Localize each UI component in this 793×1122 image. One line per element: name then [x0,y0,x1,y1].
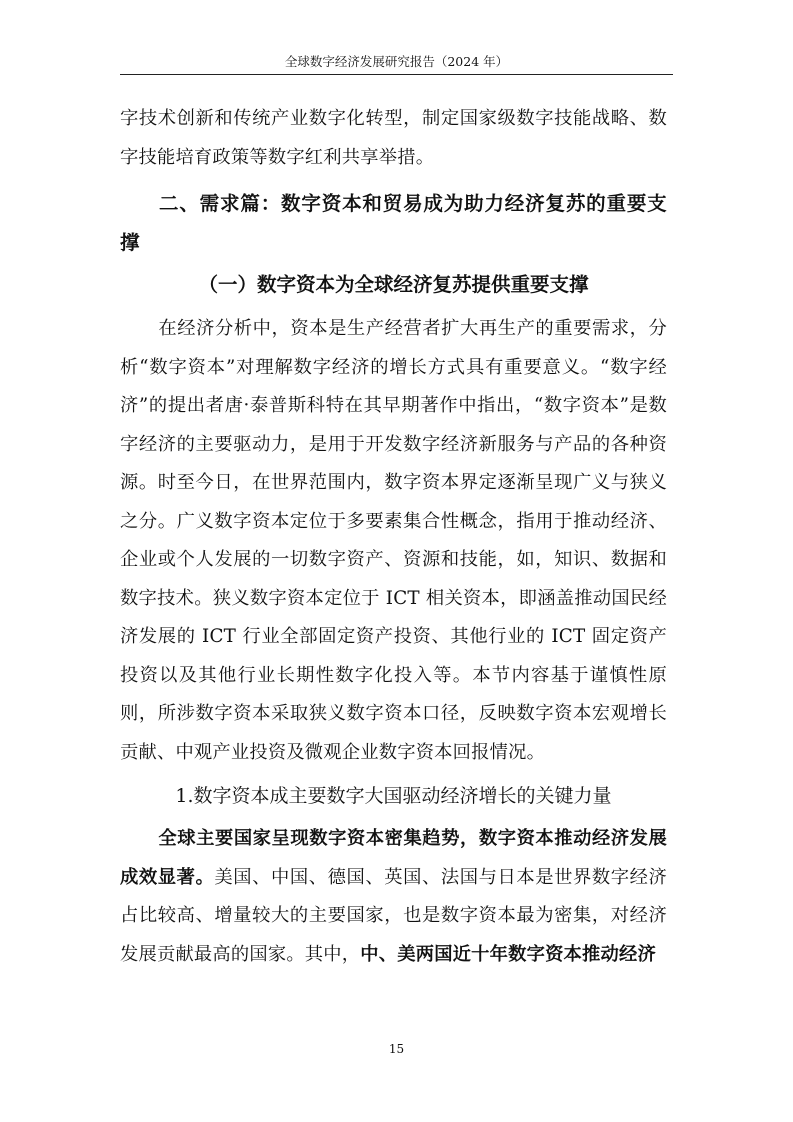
paragraph-body-text: 美国、中国、德国、英国、法国与日本是世界数字经济占比较高、增量较大的主要国家，也是数字资本最为密集，对经济发展贡献最高的国家。其中， [120,866,668,965]
bold-lead-sentence: 全球主要国家呈现数字资本密集趋势，数字资本推动经济发展成效显著。 [120,828,667,888]
paragraph-digital-capital: 在经济分析中，资本是生产经营者扩大再生产的重要需求，分析“数字资本”对理解数字经济的增长方式具有重要意义。“数字经济”的提出者唐·泰普斯科特在其早期著作中指出，“数字资本”是数字经济的主要驱动力，是用于开发数字经济新服务与产品的各种资源。时至今日，在世界范围内，数字资本界定逐渐呈现广义与狭义之分。广义数字资本定位于多要素集合性概念，指用于推动经济、企业或个人发展的一切数字资产、资源和技能，如，知识、数据和数字技术。狭义数字资本定位于 ICT 相关资本，即涵盖推动国民经济发展的 ICT 行业全部固定资产投资、其他行业的 ICT 固定资产投资以及其他行业长期性数字化投入等。本节内容基于谨慎性原则，所涉数字资本采取狭义数字资本口径，反映数字资本宏观增长贡献、中观产业投资及微观企业数字资本回报情况。 [120,318,667,763]
paragraph-intro: 字技术创新和传统产业数字化转型，制定国家级数字技能战略、数字技能培育政策等数字红利共享举措。 [120,108,667,168]
point-heading: 1.数字资本成主要数字大国驱动经济增长的关键力量 [175,785,612,807]
page-body [120,100,667,974]
bold-trailing-sentence: 中、美两国近十年数字资本推动经济 [360,943,656,965]
page-number: 15 [388,1042,405,1056]
section-heading: 二、需求篇：数字资本和贸易成为助力经济复苏的重要支撑 [120,192,667,254]
paragraph-major-countries [120,820,667,974]
subsection-heading: （一）数字资本为全球经济复苏提供重要支撑 [198,273,589,296]
header-title: 全球数字经济发展研究报告（2024 年） [284,54,509,69]
page-header [120,54,673,75]
